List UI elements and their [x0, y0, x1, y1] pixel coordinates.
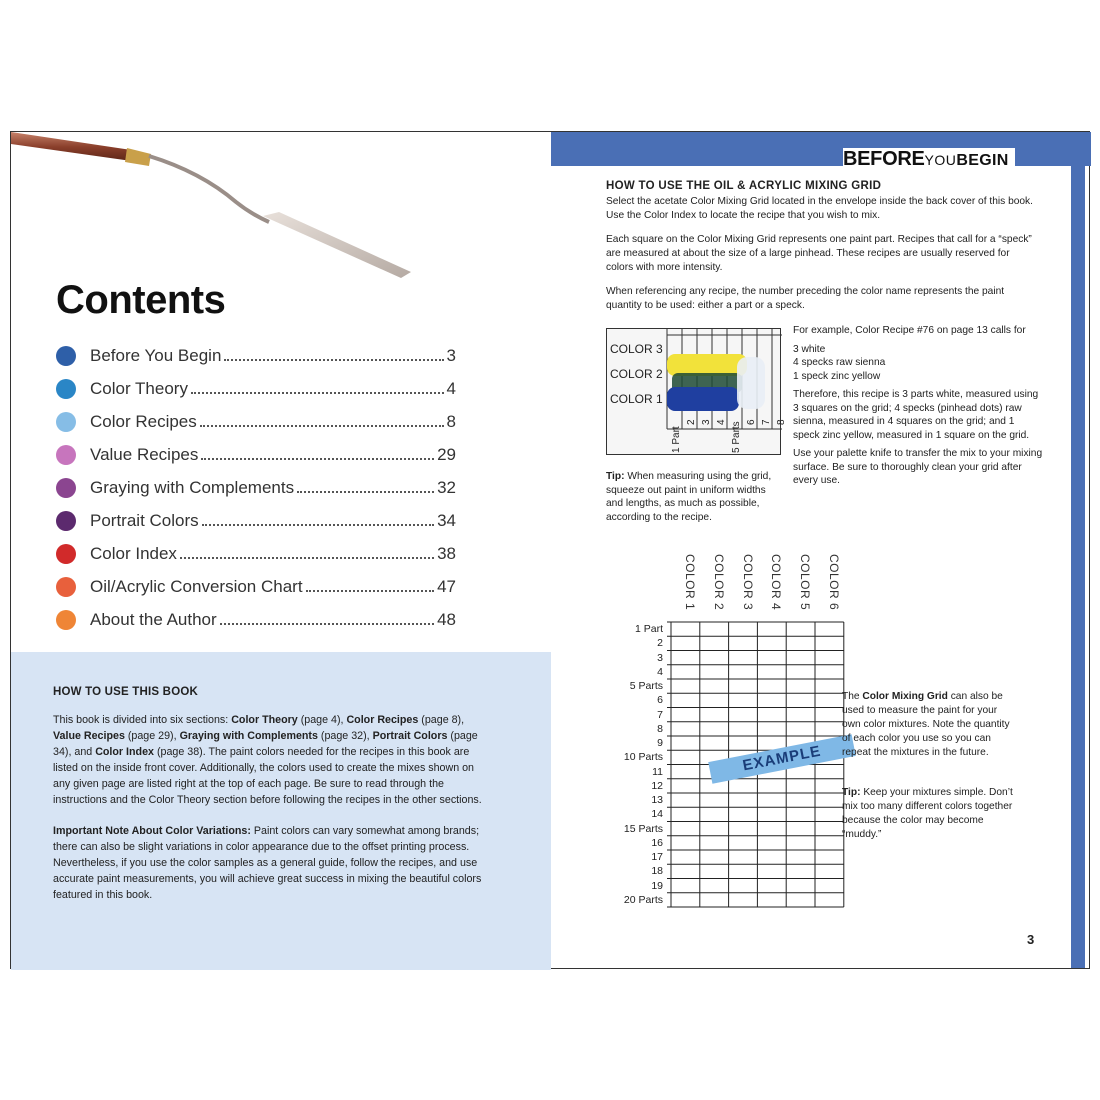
- grid-row-label: 20 Parts: [623, 893, 663, 906]
- table-of-contents: [56, 339, 456, 636]
- toc-item-page: 32: [437, 477, 456, 497]
- grid-row-label: 19: [651, 879, 663, 892]
- grid-column-label: COLOR 6: [827, 554, 841, 611]
- grid-row-label: 12: [651, 779, 663, 792]
- toc-item-label: Color Theory: [90, 378, 188, 398]
- toc-item[interactable]: [56, 339, 456, 372]
- grid-row-label: 7: [657, 708, 663, 721]
- left-page: [11, 132, 551, 968]
- toc-item[interactable]: [56, 471, 456, 504]
- yellow-paint: [667, 354, 747, 376]
- grid-row-label: 17: [651, 851, 663, 863]
- grid-column-header: [792, 552, 820, 622]
- toc-item-label: Graying with Complements: [90, 477, 295, 497]
- grid-column-header: [677, 552, 705, 622]
- grid-row-label: 4: [657, 665, 663, 678]
- toc-item-page: 29: [437, 444, 456, 464]
- grid-column-header: [735, 552, 763, 622]
- grid-column-label: COLOR 3: [740, 554, 755, 611]
- grid-row-label: 2: [657, 637, 663, 650]
- page-number: 3: [1027, 932, 1035, 947]
- toc-item-label: About the Author: [90, 609, 217, 629]
- grid-row-label: 1 Part: [634, 623, 663, 635]
- toc-item-label: Portrait Colors: [90, 510, 199, 530]
- toc-color-dot-icon: [56, 346, 76, 366]
- toc-item-label: Value Recipes: [90, 444, 199, 464]
- photo-label-color1: COLOR 1: [610, 392, 663, 406]
- grid-column-label: COLOR 5: [798, 554, 813, 611]
- grid-row-label: 6: [657, 694, 663, 707]
- toc-item[interactable]: [56, 372, 456, 405]
- book-spread: [10, 131, 1090, 969]
- contents-title: Contents: [56, 278, 226, 322]
- grid-row-label: 18: [651, 865, 663, 878]
- toc-color-dot-icon: [56, 412, 76, 432]
- toc-item[interactable]: [56, 405, 456, 438]
- intro-paragraph-1: Select the acetate Color Mixing Grid located in the envelope inside the back cover of this book. Use the Color Index to locate the recipe that you wish to mix.: [606, 196, 1033, 221]
- toc-item-page: 38: [437, 543, 456, 563]
- blue-paint: [667, 387, 739, 411]
- grid-row-label: 8: [657, 722, 663, 735]
- grid-column-label: COLOR 1: [683, 554, 697, 611]
- grid-row-label: 14: [651, 808, 663, 821]
- grid-column-header: [763, 552, 791, 622]
- toc-item-page: 8: [446, 411, 456, 431]
- toc-item[interactable]: [56, 438, 456, 471]
- toc-item-page: 3: [446, 345, 456, 365]
- palette-knife-image: [11, 132, 411, 282]
- right-page: [551, 132, 1091, 968]
- intro-paragraph-2: Each square on the Color Mixing Grid represents one paint part. Recipes that call for a “speck” are measured at about the size of a large pinhead. These recipes are usually reserved for colors with more intensity.: [606, 234, 1032, 273]
- howto-paragraph-1: This book is divided into six sections: Color Theory (page 4), Color Recipes (page 8), Value Recipes (page 29), Graying with Complements (page 32), Portrait Colors (page 34), and Color Index (page 38). The paint colors needed for the recipes in this book are listed on the inside front cover. Additionally, the colors used to create the mixes shown on any given page are listed right at the top of each page. Be sure to read through the instructions and the Color Theory section before following the recipes in the other sections.: [53, 714, 482, 806]
- tip-simple-mixtures: Tip: Keep your mixtures simple. Don’t mix too many different colors together because the color may become “muddy.”: [842, 787, 1013, 840]
- toc-item-label: Before You Begin: [90, 345, 222, 365]
- photo-label-color2: COLOR 2: [610, 367, 663, 381]
- toc-color-dot-icon: [56, 511, 76, 531]
- howto-paragraph-2: Important Note About Color Variations: Paint colors can vary somewhat among brands; there can also be slight variations in color appearance due to the offset printing process. Nevertheless, if you use the color samples as a general guide, follow the recipes, and use accurate paint measurements, you will achieve great success in mixing the beautiful colors featured in this book.: [53, 825, 482, 901]
- grid-column-header: [821, 552, 849, 622]
- toc-color-dot-icon: [56, 379, 76, 399]
- toc-item[interactable]: [56, 570, 456, 603]
- tip-measuring: Tip: When measuring using the grid, squeeze out paint in uniform widths and lengths, as much as possible, according to the recipe.: [606, 471, 772, 523]
- toc-item-label: Color Index: [90, 543, 177, 563]
- photo-part-label: 5 Parts: [731, 421, 742, 453]
- section-header: BEFOREYOUBEGIN: [843, 148, 1015, 171]
- photo-label-color3: COLOR 3: [610, 342, 663, 356]
- toc-leader-dots: [224, 349, 443, 361]
- how-to-use-box: [11, 652, 551, 970]
- toc-leader-dots: [200, 415, 444, 427]
- photo-part-label: 6: [746, 419, 757, 425]
- photo-part-label: 3: [701, 419, 712, 425]
- toc-leader-dots: [180, 547, 434, 559]
- grid-row-label: 10 Parts: [623, 751, 663, 764]
- photo-part-label: 7: [761, 419, 772, 425]
- toc-leader-dots: [191, 382, 444, 394]
- grid-row-label: 3: [657, 651, 663, 664]
- toc-item[interactable]: [56, 603, 456, 636]
- grid-column-label: COLOR 2: [711, 554, 726, 611]
- photo-part-label: 8: [776, 419, 787, 425]
- toc-item[interactable]: [56, 537, 456, 570]
- grid-row-label: 16: [651, 836, 663, 849]
- toc-item-page: 48: [437, 609, 456, 629]
- toc-leader-dots: [306, 580, 435, 592]
- photo-part-label: 2: [686, 419, 697, 425]
- toc-color-dot-icon: [56, 577, 76, 597]
- page-edge-bar: [1071, 166, 1085, 968]
- photo-part-label: 1 Part: [671, 426, 682, 453]
- grid-row-label: 9: [657, 737, 663, 749]
- toc-leader-dots: [220, 613, 434, 625]
- grid-column-header: [706, 552, 734, 622]
- mixing-grid-title: HOW TO USE THE OIL & ACRYLIC MIXING GRID: [606, 180, 882, 192]
- grid-row-label: 11: [652, 765, 663, 778]
- intro-paragraph-3: When referencing any recipe, the number preceding the color name represents the paint quantity to be used: either a part or a speck.: [606, 286, 1005, 311]
- recipe-example-text: For example, Color Recipe #76 on page 13 calls for 3 white 4 specks raw sienna 1 speck zinc yellow Therefore, this recipe is 3 parts white, measured using 3 squares on the grid; 4 specks (pinhead dots) raw sienna, measured in 4 squares on the grid; and 1 speck zinc yellow, measured in 1 square on the grid. Use your palette knife to transfer the mix to your mixing surface. Be sure to thoroughly clean your grid after every use.: [793, 325, 1043, 486]
- example-stamp: EXAMPLE: [708, 734, 856, 783]
- toc-color-dot-icon: [56, 610, 76, 630]
- toc-item-page: 47: [437, 576, 456, 596]
- toc-leader-dots: [202, 514, 434, 526]
- color-mixing-grid: [593, 552, 843, 922]
- grid-row-label: 5 Parts: [629, 680, 663, 692]
- toc-item-page: 4: [446, 378, 456, 398]
- toc-item-page: 34: [437, 510, 456, 530]
- grid-usage-text: The Color Mixing Grid can also be used to measure the paint for your own color mixtures. Note the quantity of each color you use so you can repeat the mixtures in the future.: [842, 691, 1010, 758]
- toc-item-label: Color Recipes: [90, 411, 197, 431]
- grid-example-photo: [606, 328, 787, 455]
- grid-row-label: 13: [651, 794, 663, 806]
- toc-color-dot-icon: [56, 445, 76, 465]
- toc-item[interactable]: [56, 504, 456, 537]
- toc-leader-dots: [201, 448, 434, 460]
- toc-color-dot-icon: [56, 544, 76, 564]
- grid-row-label: 15 Parts: [623, 822, 663, 835]
- toc-item-label: Oil/Acrylic Conversion Chart: [90, 576, 303, 596]
- toc-color-dot-icon: [56, 478, 76, 498]
- grid-column-label: COLOR 4: [769, 554, 784, 611]
- howto-heading: HOW TO USE THIS BOOK: [53, 686, 198, 698]
- photo-part-label: 4: [716, 419, 727, 425]
- toc-leader-dots: [297, 481, 434, 493]
